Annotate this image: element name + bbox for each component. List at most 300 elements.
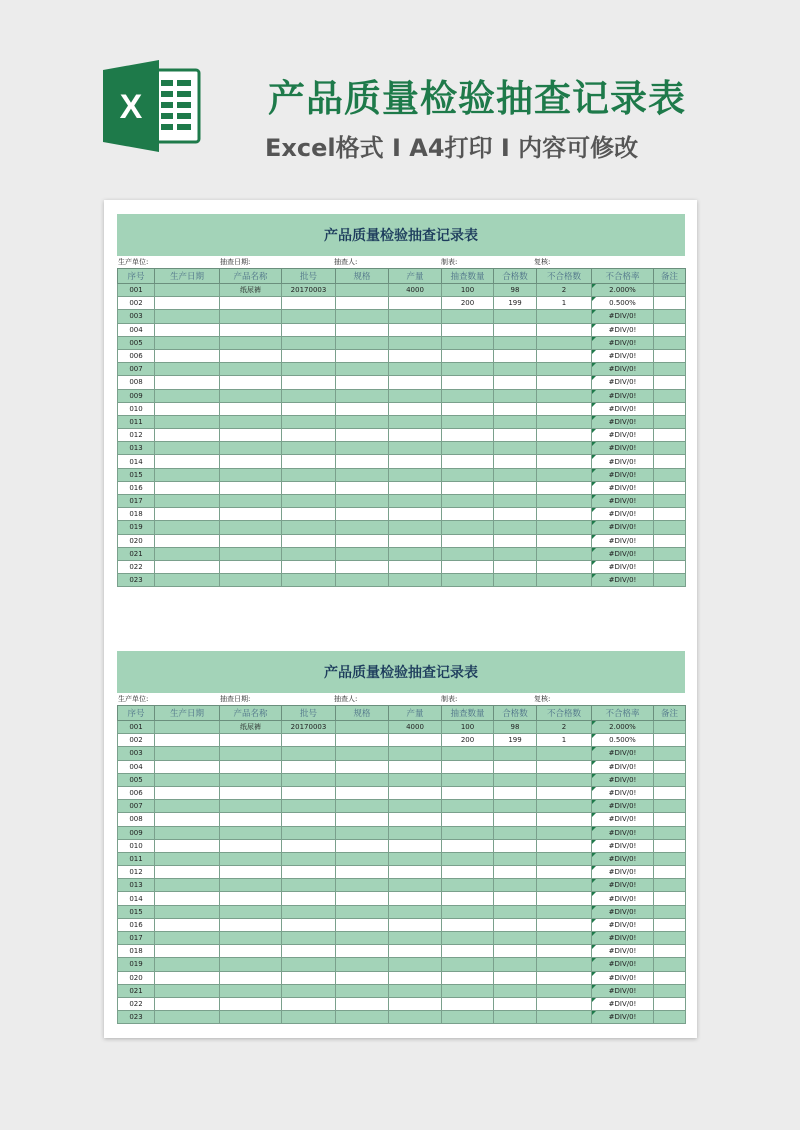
table-cell[interactable] <box>155 574 220 587</box>
table-cell[interactable] <box>389 826 442 839</box>
table-cell[interactable] <box>220 310 282 323</box>
table-cell[interactable] <box>442 389 494 402</box>
table-cell[interactable] <box>442 918 494 931</box>
table-cell[interactable] <box>220 376 282 389</box>
table-cell[interactable] <box>389 574 442 587</box>
table-cell[interactable]: 007 <box>118 800 155 813</box>
table-cell[interactable] <box>282 800 336 813</box>
table-cell[interactable] <box>442 455 494 468</box>
table-cell[interactable] <box>155 521 220 534</box>
table-cell[interactable] <box>155 534 220 547</box>
table-cell[interactable] <box>537 945 592 958</box>
table-cell[interactable]: #DIV/0! <box>592 786 654 799</box>
table-cell[interactable]: 013 <box>118 442 155 455</box>
table-cell[interactable] <box>155 918 220 931</box>
table-cell[interactable] <box>220 455 282 468</box>
table-cell[interactable]: #DIV/0! <box>592 415 654 428</box>
table-cell[interactable] <box>442 521 494 534</box>
table-cell[interactable] <box>155 945 220 958</box>
table-cell[interactable] <box>155 892 220 905</box>
table-cell[interactable] <box>336 892 389 905</box>
table-cell[interactable] <box>389 363 442 376</box>
table-cell[interactable] <box>389 839 442 852</box>
table-cell[interactable] <box>442 310 494 323</box>
table-cell[interactable] <box>494 879 537 892</box>
table-cell[interactable] <box>654 971 686 984</box>
table-cell[interactable] <box>442 363 494 376</box>
table-cell[interactable] <box>442 826 494 839</box>
table-cell[interactable]: 018 <box>118 508 155 521</box>
table-cell[interactable] <box>442 839 494 852</box>
table-cell[interactable] <box>220 402 282 415</box>
table-cell[interactable] <box>537 984 592 997</box>
table-cell[interactable] <box>654 826 686 839</box>
table-cell[interactable] <box>336 1011 389 1024</box>
table-cell[interactable]: #DIV/0! <box>592 800 654 813</box>
table-cell[interactable] <box>220 971 282 984</box>
table-cell[interactable]: 005 <box>118 336 155 349</box>
table-cell[interactable] <box>654 297 686 310</box>
table-cell[interactable] <box>442 800 494 813</box>
table-cell[interactable] <box>654 560 686 573</box>
table-cell[interactable] <box>494 389 537 402</box>
table-cell[interactable] <box>442 997 494 1010</box>
table-cell[interactable] <box>537 997 592 1010</box>
table-cell[interactable]: 023 <box>118 1011 155 1024</box>
table-cell[interactable] <box>282 495 336 508</box>
table-cell[interactable] <box>389 852 442 865</box>
table-cell[interactable] <box>336 297 389 310</box>
table-cell[interactable] <box>389 429 442 442</box>
table-cell[interactable]: #DIV/0! <box>592 574 654 587</box>
table-cell[interactable]: 98 <box>494 284 537 297</box>
table-cell[interactable] <box>494 932 537 945</box>
table-cell[interactable]: #DIV/0! <box>592 310 654 323</box>
table-cell[interactable] <box>155 284 220 297</box>
table-cell[interactable] <box>389 495 442 508</box>
table-cell[interactable]: #DIV/0! <box>592 521 654 534</box>
table-cell[interactable] <box>389 879 442 892</box>
table-cell[interactable] <box>654 918 686 931</box>
table-cell[interactable]: 100 <box>442 284 494 297</box>
table-cell[interactable] <box>389 521 442 534</box>
table-cell[interactable] <box>654 284 686 297</box>
table-cell[interactable] <box>494 852 537 865</box>
table-cell[interactable]: 199 <box>494 297 537 310</box>
table-cell[interactable] <box>282 297 336 310</box>
table-cell[interactable] <box>336 997 389 1010</box>
table-cell[interactable] <box>537 349 592 362</box>
table-cell[interactable]: #DIV/0! <box>592 826 654 839</box>
table-cell[interactable] <box>494 984 537 997</box>
table-cell[interactable]: #DIV/0! <box>592 839 654 852</box>
table-cell[interactable] <box>537 747 592 760</box>
table-cell[interactable] <box>155 508 220 521</box>
table-cell[interactable] <box>220 336 282 349</box>
table-cell[interactable] <box>494 534 537 547</box>
table-cell[interactable] <box>220 852 282 865</box>
table-cell[interactable] <box>654 932 686 945</box>
table-cell[interactable]: 002 <box>118 297 155 310</box>
table-cell[interactable] <box>336 508 389 521</box>
table-cell[interactable] <box>654 905 686 918</box>
table-cell[interactable] <box>442 786 494 799</box>
table-cell[interactable] <box>494 508 537 521</box>
table-cell[interactable]: 020 <box>118 534 155 547</box>
table-cell[interactable] <box>282 415 336 428</box>
table-cell[interactable] <box>282 363 336 376</box>
table-cell[interactable] <box>442 468 494 481</box>
table-cell[interactable]: #DIV/0! <box>592 363 654 376</box>
table-cell[interactable] <box>282 389 336 402</box>
table-cell[interactable] <box>220 839 282 852</box>
table-cell[interactable]: #DIV/0! <box>592 945 654 958</box>
table-cell[interactable] <box>336 747 389 760</box>
table-cell[interactable] <box>494 310 537 323</box>
table-cell[interactable] <box>654 310 686 323</box>
table-cell[interactable] <box>494 495 537 508</box>
table-cell[interactable]: 2 <box>537 284 592 297</box>
table-cell[interactable] <box>155 349 220 362</box>
table-cell[interactable] <box>537 760 592 773</box>
table-cell[interactable]: 98 <box>494 721 537 734</box>
table-cell[interactable]: 010 <box>118 402 155 415</box>
table-cell[interactable] <box>654 997 686 1010</box>
table-cell[interactable] <box>336 945 389 958</box>
table-cell[interactable]: 005 <box>118 773 155 786</box>
table-cell[interactable] <box>494 839 537 852</box>
table-cell[interactable]: #DIV/0! <box>592 997 654 1010</box>
table-cell[interactable] <box>494 376 537 389</box>
table-cell[interactable] <box>537 879 592 892</box>
table-cell[interactable] <box>537 429 592 442</box>
table-cell[interactable]: 0.500% <box>592 734 654 747</box>
table-cell[interactable] <box>389 376 442 389</box>
table-cell[interactable] <box>336 932 389 945</box>
table-cell[interactable]: 015 <box>118 905 155 918</box>
table-cell[interactable] <box>537 508 592 521</box>
table-cell[interactable] <box>537 363 592 376</box>
table-cell[interactable] <box>220 429 282 442</box>
table-cell[interactable] <box>442 813 494 826</box>
table-cell[interactable] <box>442 760 494 773</box>
table-cell[interactable] <box>282 773 336 786</box>
table-cell[interactable]: 001 <box>118 284 155 297</box>
table-cell[interactable] <box>220 773 282 786</box>
table-cell[interactable] <box>537 310 592 323</box>
table-cell[interactable]: 014 <box>118 455 155 468</box>
table-cell[interactable] <box>537 534 592 547</box>
table-cell[interactable] <box>442 429 494 442</box>
table-cell[interactable] <box>537 336 592 349</box>
table-cell[interactable] <box>654 800 686 813</box>
table-cell[interactable] <box>537 813 592 826</box>
table-cell[interactable] <box>282 1011 336 1024</box>
table-cell[interactable] <box>220 389 282 402</box>
table-cell[interactable] <box>654 376 686 389</box>
table-cell[interactable] <box>155 336 220 349</box>
table-cell[interactable] <box>282 826 336 839</box>
table-cell[interactable] <box>389 958 442 971</box>
table-cell[interactable]: 008 <box>118 813 155 826</box>
table-cell[interactable] <box>220 521 282 534</box>
table-cell[interactable]: #DIV/0! <box>592 852 654 865</box>
table-cell[interactable] <box>282 984 336 997</box>
table-cell[interactable] <box>494 402 537 415</box>
table-cell[interactable] <box>537 971 592 984</box>
table-cell[interactable] <box>494 971 537 984</box>
table-cell[interactable] <box>155 429 220 442</box>
table-cell[interactable]: 20170003 <box>282 721 336 734</box>
table-cell[interactable] <box>220 879 282 892</box>
table-cell[interactable] <box>155 905 220 918</box>
table-cell[interactable] <box>155 560 220 573</box>
table-cell[interactable] <box>654 721 686 734</box>
table-cell[interactable] <box>155 1011 220 1024</box>
table-cell[interactable] <box>220 468 282 481</box>
table-cell[interactable]: #DIV/0! <box>592 349 654 362</box>
table-cell[interactable]: #DIV/0! <box>592 760 654 773</box>
table-cell[interactable] <box>220 415 282 428</box>
table-cell[interactable] <box>537 852 592 865</box>
table-cell[interactable] <box>654 1011 686 1024</box>
table-cell[interactable] <box>282 310 336 323</box>
table-cell[interactable] <box>442 560 494 573</box>
table-cell[interactable] <box>537 560 592 573</box>
table-cell[interactable] <box>155 402 220 415</box>
table-cell[interactable] <box>442 773 494 786</box>
table-cell[interactable] <box>155 323 220 336</box>
table-cell[interactable] <box>155 932 220 945</box>
table-cell[interactable]: #DIV/0! <box>592 560 654 573</box>
table-cell[interactable] <box>336 918 389 931</box>
table-cell[interactable] <box>494 481 537 494</box>
table-cell[interactable]: 009 <box>118 826 155 839</box>
table-cell[interactable] <box>336 574 389 587</box>
table-cell[interactable] <box>336 879 389 892</box>
table-cell[interactable]: 011 <box>118 852 155 865</box>
table-cell[interactable] <box>220 945 282 958</box>
table-cell[interactable] <box>336 852 389 865</box>
table-cell[interactable] <box>336 429 389 442</box>
table-cell[interactable]: 100 <box>442 721 494 734</box>
table-cell[interactable] <box>537 495 592 508</box>
table-cell[interactable] <box>282 349 336 362</box>
table-cell[interactable] <box>336 560 389 573</box>
table-cell[interactable] <box>537 839 592 852</box>
table-cell[interactable]: #DIV/0! <box>592 455 654 468</box>
table-cell[interactable]: 200 <box>442 297 494 310</box>
table-cell[interactable] <box>336 468 389 481</box>
table-cell[interactable] <box>336 415 389 428</box>
table-cell[interactable] <box>155 773 220 786</box>
table-cell[interactable] <box>155 958 220 971</box>
table-cell[interactable] <box>336 984 389 997</box>
table-cell[interactable] <box>494 363 537 376</box>
table-cell[interactable] <box>155 879 220 892</box>
table-cell[interactable] <box>155 376 220 389</box>
table-cell[interactable] <box>155 866 220 879</box>
table-cell[interactable]: 2.000% <box>592 284 654 297</box>
table-cell[interactable]: 003 <box>118 310 155 323</box>
table-cell[interactable] <box>494 455 537 468</box>
table-cell[interactable] <box>537 918 592 931</box>
table-cell[interactable] <box>220 997 282 1010</box>
table-cell[interactable] <box>654 442 686 455</box>
table-cell[interactable] <box>155 495 220 508</box>
table-cell[interactable] <box>389 389 442 402</box>
table-cell[interactable] <box>389 813 442 826</box>
table-cell[interactable] <box>654 813 686 826</box>
table-cell[interactable]: #DIV/0! <box>592 468 654 481</box>
table-cell[interactable]: 021 <box>118 984 155 997</box>
table-cell[interactable] <box>654 336 686 349</box>
table-cell[interactable]: 019 <box>118 521 155 534</box>
table-cell[interactable] <box>155 468 220 481</box>
table-cell[interactable] <box>494 866 537 879</box>
table-cell[interactable]: #DIV/0! <box>592 376 654 389</box>
table-cell[interactable] <box>155 852 220 865</box>
table-cell[interactable]: #DIV/0! <box>592 389 654 402</box>
table-cell[interactable]: #DIV/0! <box>592 892 654 905</box>
table-cell[interactable] <box>654 323 686 336</box>
table-cell[interactable] <box>282 813 336 826</box>
table-cell[interactable] <box>654 892 686 905</box>
table-cell[interactable] <box>654 508 686 521</box>
table-cell[interactable] <box>494 415 537 428</box>
table-cell[interactable]: 021 <box>118 547 155 560</box>
table-cell[interactable]: #DIV/0! <box>592 918 654 931</box>
table-cell[interactable] <box>494 918 537 931</box>
table-cell[interactable] <box>282 481 336 494</box>
table-cell[interactable]: 2.000% <box>592 721 654 734</box>
table-cell[interactable] <box>442 508 494 521</box>
table-cell[interactable] <box>494 997 537 1010</box>
table-cell[interactable]: 纸尿裤 <box>220 284 282 297</box>
table-cell[interactable] <box>282 574 336 587</box>
table-cell[interactable] <box>654 402 686 415</box>
table-cell[interactable]: 001 <box>118 721 155 734</box>
table-cell[interactable] <box>654 534 686 547</box>
table-cell[interactable]: #DIV/0! <box>592 336 654 349</box>
table-cell[interactable] <box>389 1011 442 1024</box>
table-cell[interactable]: #DIV/0! <box>592 932 654 945</box>
table-cell[interactable] <box>282 521 336 534</box>
table-cell[interactable] <box>389 932 442 945</box>
table-cell[interactable] <box>389 310 442 323</box>
table-cell[interactable] <box>282 997 336 1010</box>
table-cell[interactable] <box>389 747 442 760</box>
table-cell[interactable] <box>494 892 537 905</box>
table-cell[interactable] <box>389 997 442 1010</box>
table-cell[interactable] <box>389 984 442 997</box>
table-cell[interactable] <box>494 958 537 971</box>
table-cell[interactable] <box>442 574 494 587</box>
table-cell[interactable] <box>336 813 389 826</box>
table-cell[interactable] <box>389 760 442 773</box>
table-cell[interactable] <box>220 760 282 773</box>
table-cell[interactable] <box>282 852 336 865</box>
table-cell[interactable] <box>336 495 389 508</box>
table-cell[interactable] <box>654 389 686 402</box>
table-cell[interactable] <box>220 866 282 879</box>
table-cell[interactable]: 004 <box>118 760 155 773</box>
table-cell[interactable] <box>537 932 592 945</box>
table-cell[interactable] <box>442 547 494 560</box>
table-cell[interactable] <box>336 839 389 852</box>
table-cell[interactable] <box>654 958 686 971</box>
table-cell[interactable] <box>537 786 592 799</box>
table-cell[interactable] <box>389 547 442 560</box>
table-cell[interactable] <box>336 773 389 786</box>
table-cell[interactable] <box>220 495 282 508</box>
table-cell[interactable] <box>220 547 282 560</box>
table-cell[interactable]: 006 <box>118 786 155 799</box>
table-cell[interactable] <box>220 786 282 799</box>
table-cell[interactable]: 007 <box>118 363 155 376</box>
table-cell[interactable] <box>336 376 389 389</box>
table-cell[interactable] <box>282 508 336 521</box>
table-cell[interactable]: 004 <box>118 323 155 336</box>
table-cell[interactable] <box>282 560 336 573</box>
table-cell[interactable] <box>442 349 494 362</box>
table-cell[interactable] <box>494 786 537 799</box>
table-cell[interactable] <box>537 547 592 560</box>
table-cell[interactable]: #DIV/0! <box>592 984 654 997</box>
table-cell[interactable] <box>220 905 282 918</box>
table-cell[interactable]: #DIV/0! <box>592 508 654 521</box>
table-cell[interactable]: 014 <box>118 892 155 905</box>
table-cell[interactable] <box>220 323 282 336</box>
table-cell[interactable] <box>336 284 389 297</box>
table-cell[interactable] <box>654 945 686 958</box>
table-cell[interactable] <box>442 932 494 945</box>
table-cell[interactable] <box>537 402 592 415</box>
table-cell[interactable] <box>537 323 592 336</box>
table-cell[interactable] <box>282 760 336 773</box>
table-cell[interactable] <box>494 547 537 560</box>
table-cell[interactable] <box>654 415 686 428</box>
table-cell[interactable] <box>336 349 389 362</box>
table-cell[interactable] <box>654 574 686 587</box>
table-cell[interactable]: #DIV/0! <box>592 442 654 455</box>
table-cell[interactable]: #DIV/0! <box>592 1011 654 1024</box>
table-cell[interactable]: #DIV/0! <box>592 747 654 760</box>
table-cell[interactable]: 199 <box>494 734 537 747</box>
table-cell[interactable] <box>220 534 282 547</box>
table-cell[interactable] <box>442 945 494 958</box>
table-cell[interactable] <box>220 984 282 997</box>
table-cell[interactable] <box>442 1011 494 1024</box>
table-cell[interactable] <box>282 323 336 336</box>
table-cell[interactable]: #DIV/0! <box>592 773 654 786</box>
table-cell[interactable] <box>220 826 282 839</box>
table-cell[interactable] <box>155 455 220 468</box>
table-cell[interactable] <box>282 958 336 971</box>
table-cell[interactable]: 023 <box>118 574 155 587</box>
table-cell[interactable] <box>155 813 220 826</box>
table-cell[interactable] <box>220 297 282 310</box>
table-cell[interactable] <box>537 958 592 971</box>
table-cell[interactable] <box>155 800 220 813</box>
table-cell[interactable] <box>537 468 592 481</box>
table-cell[interactable] <box>654 547 686 560</box>
table-cell[interactable]: 200 <box>442 734 494 747</box>
table-cell[interactable] <box>220 560 282 573</box>
table-cell[interactable] <box>155 839 220 852</box>
table-cell[interactable] <box>494 905 537 918</box>
table-cell[interactable] <box>654 852 686 865</box>
